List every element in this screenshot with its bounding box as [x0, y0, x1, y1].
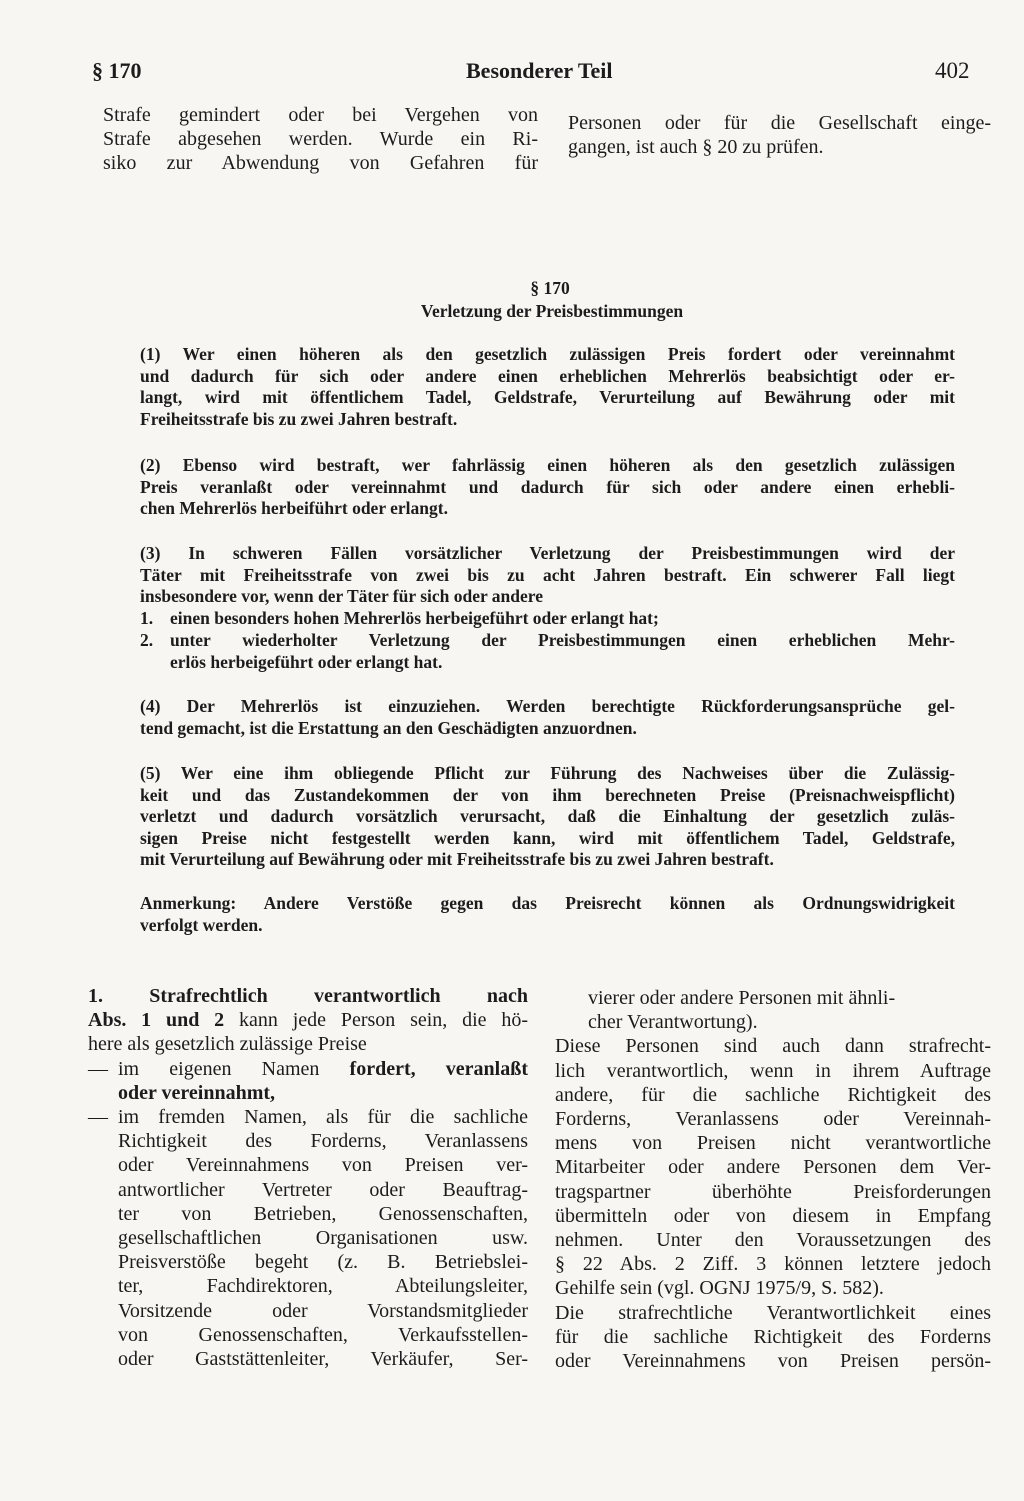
text-line: mens von Preisen nicht verantwortliche [555, 1132, 991, 1155]
text-line: Anmerkung: Andere Verstöße gegen das Preisrecht können als Ordnungswidrigkeit [140, 893, 955, 913]
text-line: verletzt und dadurch vorsätzlich verursacht, daß die Einhaltung der gesetzlich zuläs- [140, 806, 955, 826]
text-line: (1) Wer einen höheren als den gesetzlich zulässigen Preis fordert oder vereinnahmt [140, 344, 955, 364]
item-text: einen besonders hohen Mehrerlös herbeigeführt oder erlangt hat; [170, 608, 659, 628]
law-paragraph-5 [140, 763, 955, 871]
text-line: nehmen. Unter den Voraussetzungen des [555, 1229, 991, 1252]
text-line: Preisverstöße begeht (z. B. Betriebslei- [118, 1251, 528, 1274]
text-line: Mitarbeiter oder andere Personen dem Ver- [555, 1156, 991, 1179]
text-line: oder Vereinnahmens von Preisen persön- [555, 1350, 991, 1373]
text-line: Die strafrechtliche Verantwortlichkeit eines [555, 1301, 991, 1324]
text-line: Richtigkeit des Forderns, Veranlassens [118, 1130, 528, 1153]
text-line: unter wiederholter Verletzung der Preisbestimmungen einen erheblichen Mehr- [170, 630, 955, 650]
text-line: cher Verantwortung). [588, 1011, 758, 1034]
text-line: verfolgt werden. [140, 914, 263, 935]
commentary-left-column [88, 984, 528, 1374]
text-line [118, 1057, 528, 1081]
section-marker: § 170 [92, 58, 142, 83]
dash-marker: — [88, 1106, 108, 1128]
dash-marker: — [88, 1057, 108, 1080]
page-number: 402 [935, 58, 970, 83]
text-line: § 22 Abs. 2 Ziff. 3 können letztere jedoch [555, 1253, 991, 1276]
text-line [118, 1081, 528, 1105]
text-line: mit Verurteilung auf Bewährung oder mit Freiheitsstrafe bis zu zwei Jahren bestraft. [140, 849, 774, 869]
commentary-right-column [555, 986, 991, 1373]
text-line: gesellschaftlichen Organisationen usw. [118, 1227, 528, 1250]
text-line: ter von Betrieben, Genossenschaften, [118, 1202, 528, 1225]
law-paragraph-1 [140, 344, 955, 430]
text-line: und dadurch für sich oder andere einen erheblichen Mehrerlös beabsichtigt oder er- [140, 365, 955, 386]
law-title: Verletzung der Preisbestimmungen [420, 301, 684, 321]
text-line: Forderns, Veranlassens oder Vereinnah- [555, 1108, 991, 1131]
text-line: Strafe abgesehen werden. Wurde ein Ri- [103, 128, 538, 150]
law-item-1 [140, 608, 955, 630]
law-note [140, 893, 955, 936]
text-line: gangen, ist auch § 20 zu prüfen. [568, 136, 824, 158]
text-line: tragspartner überhöhte Preisforderungen [555, 1180, 991, 1203]
text-line: (3) In schweren Fällen vorsätzlicher Verletzung der Preisbestimmungen wird der [140, 543, 955, 563]
text-line: chen Mehrerlös herbeiführt oder erlangt. [140, 498, 448, 518]
top-right-column [568, 111, 991, 159]
text-line: übermitteln oder von diesem in Empfang [555, 1204, 991, 1227]
text-line [88, 984, 528, 1008]
text-line: andere, für die sachliche Richtigkeit des [555, 1083, 991, 1106]
law-section-number: § 170 [530, 278, 570, 298]
text-line: oder Vereinnahmens von Preisen ver- [118, 1154, 528, 1177]
text-line: vierer oder andere Personen mit ähnli- [588, 987, 896, 1009]
text-line: Täter mit Freiheitsstrafe von zwei bis zu acht Jahren bestraft. Ein schwerer Fall liegt [140, 564, 955, 585]
item-number: 2. [140, 630, 154, 650]
text-line: tend gemacht, ist die Erstattung an den Geschädigten anzuordnen. [140, 717, 637, 738]
text-line: Strafe gemindert oder bei Vergehen von [103, 104, 538, 126]
inline-text: kann jede Person sein, die hö- [239, 1009, 529, 1032]
text-line: Diese Personen sind auch dann strafrecht- [555, 1035, 991, 1058]
text-line: langt, wird mit öffentlichem Tadel, Geldstrafe, Verurteilung auf Bewährung oder mit [140, 387, 955, 407]
text-line: keit und das Zustandekommen der von ihm berechneten Preise (Preisnachweispflicht) [140, 784, 955, 805]
law-paragraph-4 [140, 696, 955, 739]
text-line: Personen oder für die Gesellschaft einge- [568, 112, 991, 134]
note-number: 1. [88, 985, 103, 1007]
bold-phrase: Strafrechtlich verantwortlich nach [149, 985, 528, 1007]
bold-phrase: fordert, veranlaßt [349, 1057, 528, 1080]
bullet-item-2 [88, 1105, 528, 1371]
bullet-item-1 [88, 1057, 528, 1105]
law-paragraph-2 [140, 455, 955, 520]
text-line: siko zur Abwendung von Gefahren für [103, 152, 538, 174]
text-line: erlös herbeigeführt oder erlangt hat. [170, 651, 443, 672]
text-line: Gehilfe sein (vgl. OGNJ 1975/9, S. 582). [555, 1277, 884, 1300]
text-line: here als gesetzlich zulässige Preise [88, 1033, 367, 1056]
text-line: Vorsitzende oder Vorstandsmitglieder [118, 1299, 528, 1322]
law-paragraph-3 [140, 543, 955, 608]
law-item-2 [140, 630, 955, 674]
inline-text: im eigenen Namen [118, 1057, 320, 1080]
text-line: im fremden Namen, als für die sachliche [118, 1106, 528, 1128]
bold-phrase: oder vereinnahmt, [118, 1081, 276, 1104]
top-left-column [103, 103, 538, 175]
text-line [88, 1008, 528, 1032]
text-line: (5) Wer eine ihm obliegende Pflicht zur Führung des Nachweises über die Zulässig- [140, 763, 955, 783]
text-line: oder Gaststättenleiter, Verkäufer, Ser- [118, 1348, 528, 1371]
text-line: von Genossenschaften, Verkaufsstellen- [118, 1323, 528, 1346]
text-line: ter, Fachdirektoren, Abteilungsleiter, [118, 1275, 528, 1298]
text-line: insbesondere vor, wenn der Täter für sich oder andere [140, 586, 544, 606]
text-line: Freiheitsstrafe bis zu zwei Jahren bestraft. [140, 408, 458, 429]
text-line: (2) Ebenso wird bestraft, wer fahrlässig einen höheren als den gesetzlich zulässigen [140, 455, 955, 475]
bold-phrase: Abs. 1 und 2 [88, 1009, 225, 1032]
text-line: für die sachliche Richtigkeit des Forderns [555, 1325, 991, 1348]
text-line: antwortlicher Vertreter oder Beauftrag- [118, 1178, 528, 1201]
text-line: (4) Der Mehrerlös ist einzuziehen. Werden berechtigte Rückforderungsansprüche gel- [140, 696, 955, 716]
text-line: lich verantwortlich, wenn in ihrem Auftrage [555, 1059, 991, 1082]
item-number: 1. [140, 608, 154, 628]
text-line: sigen Preise nicht festgestellt werden kann, wird mit öffentlichem Tadel, Geldstrafe, [140, 827, 955, 848]
running-title: Besonderer Teil [466, 58, 613, 83]
text-line: Preis veranlaßt oder vereinnahmt und dadurch für sich oder andere einen erhebli- [140, 476, 955, 497]
